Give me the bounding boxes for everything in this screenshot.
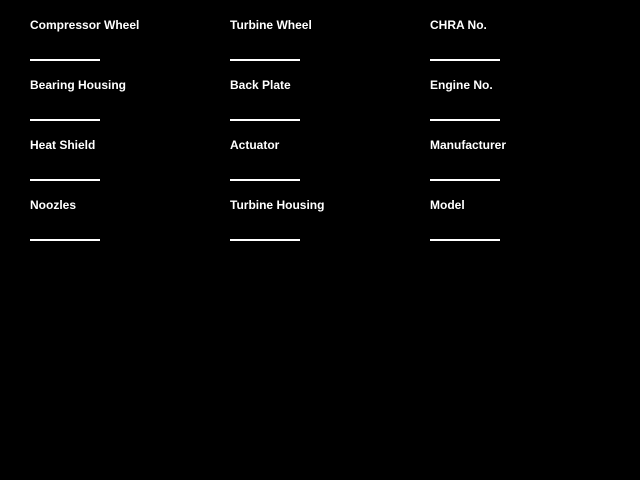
- field-label: Turbine Housing: [230, 198, 325, 212]
- turbine-wheel-input[interactable]: [230, 47, 300, 61]
- field-label: Bearing Housing: [30, 78, 127, 92]
- heat-shield-input[interactable]: [30, 167, 100, 181]
- field-label: Back Plate: [230, 78, 291, 92]
- field-actuator: [230, 138, 430, 198]
- field-back-plate: [230, 78, 430, 138]
- field-label: Compressor Wheel: [30, 18, 140, 32]
- engine-no-input[interactable]: [430, 107, 500, 121]
- chra-no-input[interactable]: [430, 47, 500, 61]
- field-turbine-wheel: [230, 18, 430, 78]
- manufacturer-input[interactable]: [430, 167, 500, 181]
- form-column-1: [30, 18, 230, 258]
- form-column-3: [430, 18, 630, 258]
- parts-entry-form: [30, 18, 630, 258]
- field-label: Heat Shield: [30, 138, 96, 152]
- field-label: Manufacturer: [430, 138, 507, 152]
- field-turbine-housing: [230, 198, 430, 258]
- actuator-input[interactable]: [230, 167, 300, 181]
- field-heat-shield: [30, 138, 230, 198]
- field-label: Model: [430, 198, 465, 212]
- field-noozles: [30, 198, 230, 258]
- noozles-input[interactable]: [30, 227, 100, 241]
- back-plate-input[interactable]: [230, 107, 300, 121]
- field-label: Turbine Wheel: [230, 18, 312, 32]
- field-chra-no: [430, 18, 630, 78]
- bearing-housing-input[interactable]: [30, 107, 100, 121]
- field-model: [430, 198, 630, 258]
- field-label: CHRA No.: [430, 18, 487, 32]
- field-manufacturer: [430, 138, 630, 198]
- turbine-housing-input[interactable]: [230, 227, 300, 241]
- field-compressor-wheel: [30, 18, 230, 78]
- field-label: Engine No.: [430, 78, 493, 92]
- compressor-wheel-input[interactable]: [30, 47, 100, 61]
- model-input[interactable]: [430, 227, 500, 241]
- field-label: Noozles: [30, 198, 77, 212]
- field-bearing-housing: [30, 78, 230, 138]
- field-label: Actuator: [230, 138, 280, 152]
- form-column-2: [230, 18, 430, 258]
- field-engine-no: [430, 78, 630, 138]
